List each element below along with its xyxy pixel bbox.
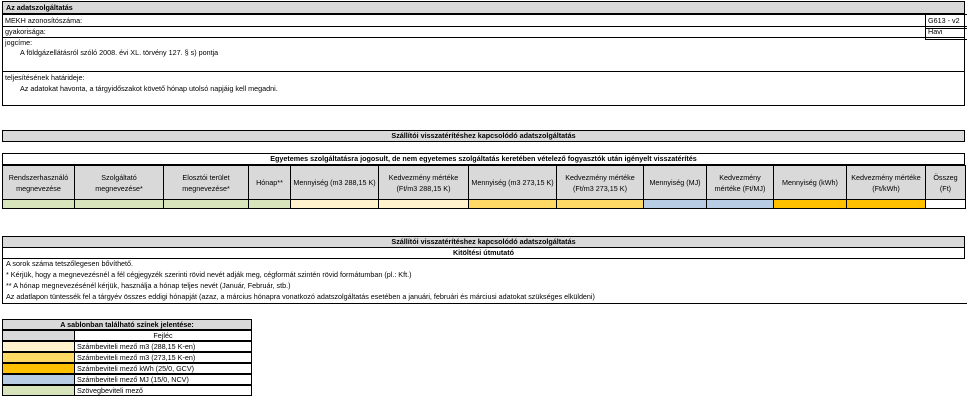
column-header: Elosztói terület megnevezése* — [164, 166, 249, 200]
deadline-value: Az adatokat havonta, a tárgyidőszakot követő hónap utolsó napjáig kell megadni. — [20, 84, 278, 93]
legend-item — [2, 363, 252, 374]
legend-item — [2, 374, 252, 385]
input-cell[interactable] — [3, 200, 75, 209]
frequency-value: Havi — [925, 26, 967, 40]
input-cell[interactable] — [379, 200, 469, 209]
report-metadata — [2, 14, 965, 106]
column-header: Szolgáltató megnevezése* — [75, 166, 164, 200]
column-header: Kedvezmény mértéke (Ft/kWh) — [847, 166, 926, 200]
legal-basis-value: A földgázellátásról szóló 2008. évi XL. törvény 127. § s) pontja — [20, 48, 219, 57]
legend-item — [2, 341, 252, 352]
column-header: Összeg (Ft) — [926, 166, 966, 200]
column-header: Kedvezmény mértéke (Ft/MJ) — [707, 166, 774, 200]
frequency-label: gyakorisága: — [5, 27, 46, 36]
input-cell[interactable] — [926, 200, 966, 209]
legend-label: Számbeviteli mező MJ (15/0, NCV) — [75, 374, 252, 385]
report-title: Az adatszolgáltatás — [2, 1, 965, 14]
legend-label: Fejléc — [75, 330, 252, 341]
mekh-id-value: G613 - v2 — [925, 14, 967, 29]
legend-swatch — [2, 330, 75, 341]
instruction-line: Az adatlapon tüntessék fel a tárgyév összes eddigi hónapját (azaz, a március hónapra vonatkozó adatszolgáltatás esetében a januári, februári és márciusi adatokat szükséges elküldeni) — [2, 292, 967, 304]
section2-title: Szállítói visszatérítéshez kapcsolódó adatszolgáltatás — [2, 236, 965, 248]
column-header: Kedvezmény mértéke (Ft/m3 273,15 K) — [557, 166, 644, 200]
input-cell[interactable] — [557, 200, 644, 209]
input-cell[interactable] — [249, 200, 291, 209]
section2-subtitle: Kitöltési útmutató — [2, 248, 965, 259]
deadline-label: teljesítésének határideje: — [5, 73, 85, 82]
input-cell[interactable] — [847, 200, 926, 209]
instruction-line: A sorok száma tetszőlegesen bővíthető. — [2, 259, 967, 271]
legend-item — [2, 385, 252, 396]
input-cell[interactable] — [291, 200, 379, 209]
column-header: Mennyiség (m3 273,15 K) — [469, 166, 557, 200]
legend-item — [2, 352, 252, 363]
section1-subtitle: Egyetemes szolgáltatásra jogosult, de nem egyetemes szolgáltatás keretében vételező fogyasztók után igényelt visszatérítés — [2, 153, 965, 165]
legend-swatch — [2, 352, 75, 363]
legend-swatch — [2, 363, 75, 374]
section1-title: Szállítói visszatérítéshez kapcsolódó adatszolgáltatás — [2, 130, 965, 142]
legend-swatch — [2, 341, 75, 352]
legend-label: Számbeviteli mező kWh (25/0, GCV) — [75, 363, 252, 374]
input-cell[interactable] — [707, 200, 774, 209]
input-cell[interactable] — [164, 200, 249, 209]
column-header: Rendszerhasználó megnevezése — [3, 166, 75, 200]
column-header: Mennyiség (m3 288,15 K) — [291, 166, 379, 200]
column-header: Mennyiség (MJ) — [644, 166, 707, 200]
legend-label: Számbeviteli mező m3 (273,15 K-en) — [75, 352, 252, 363]
mekh-id-label: MEKH azonosítószáma: — [5, 16, 83, 25]
table-header-row — [3, 166, 966, 200]
legend-swatch — [2, 385, 75, 396]
legend-swatch — [2, 374, 75, 385]
legend-label: Számbeviteli mező m3 (288,15 K-en) — [75, 341, 252, 352]
instruction-line: ** A hónap megnevezésénél kérjük, használja a hónap teljes nevét (Január, Február, stb.) — [2, 281, 967, 293]
refund-data-table — [2, 165, 966, 209]
input-cell[interactable] — [644, 200, 707, 209]
input-cell[interactable] — [774, 200, 847, 209]
input-cell[interactable] — [75, 200, 164, 209]
input-cell[interactable] — [469, 200, 557, 209]
legend-item — [2, 330, 252, 341]
legal-basis-label: jogcíme: — [5, 38, 33, 47]
instruction-line: * Kérjük, hogy a megnevezésnél a fél cégjegyzék szerinti rövid nevét adják meg, cégformát szintén rövid formátumban (pl.: Kft.) — [2, 270, 967, 282]
legend-title: A sablonban található színek jelentése: — [2, 319, 252, 330]
table-input-row — [3, 200, 966, 209]
column-header: Mennyiség (kWh) — [774, 166, 847, 200]
column-header: Kedvezmény mértéke (Ft/m3 288,15 K) — [379, 166, 469, 200]
column-header: Hónap** — [249, 166, 291, 200]
legend-label: Szövegbeviteli mező — [75, 385, 252, 396]
